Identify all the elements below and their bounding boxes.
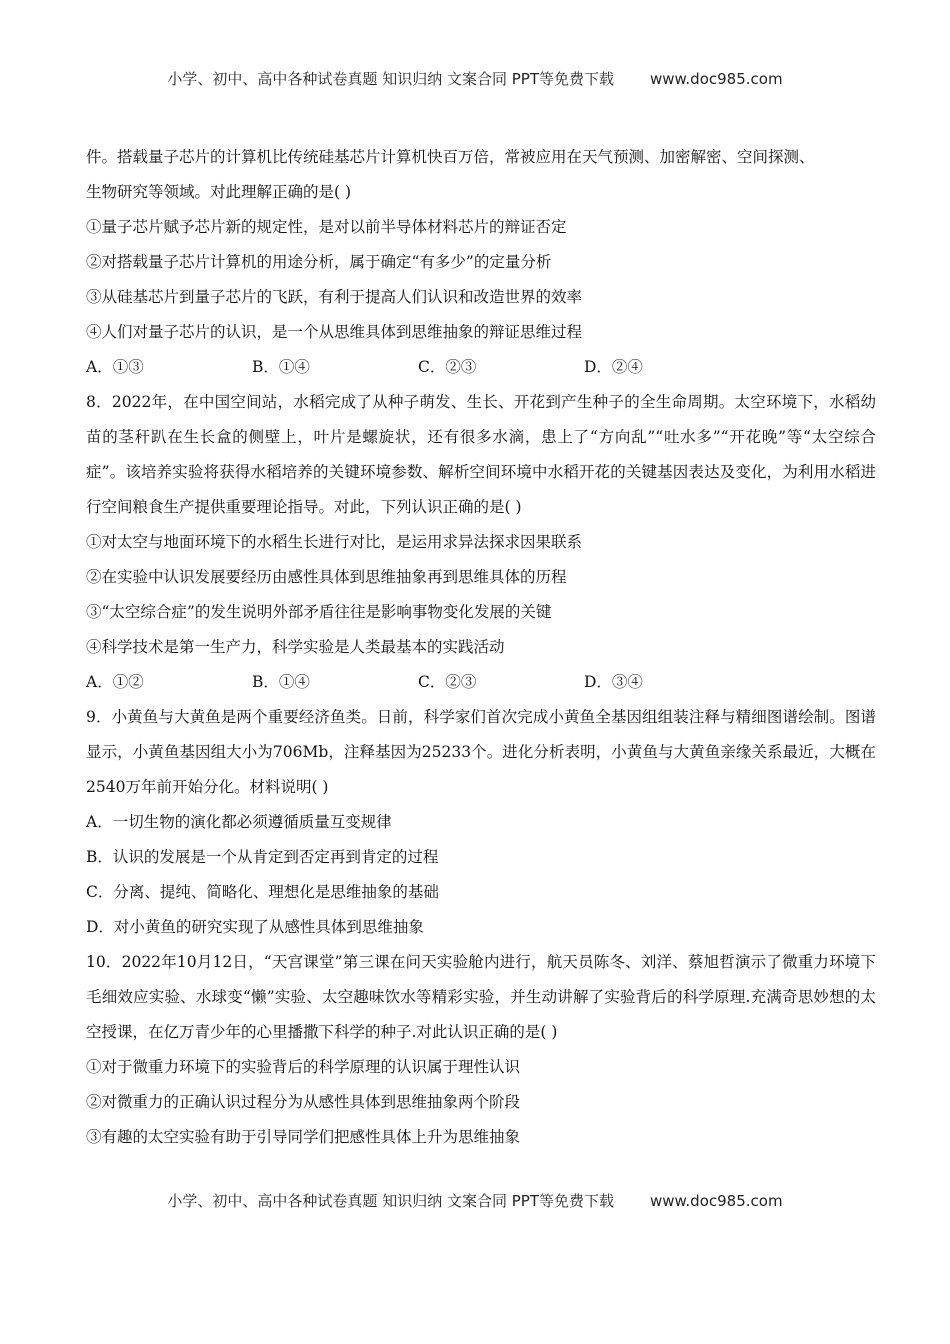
document-body — [86, 140, 876, 1155]
q9-stem: 9．小黄鱼与大黄鱼是两个重要经济鱼类。日前，科学家们首次完成小黄鱼全基因组组装注释与精细图谱绘制。图谱显示，小黄鱼基因组大小为706Mb，注释基因为25233个。进化分析表明，小黄鱼与大黄鱼亲缘关系最近，大概在2540万年前开始分化。材料说明( ) — [86, 708, 876, 796]
q9-choice-b: B．认识的发展是一个从肯定到否定再到肯定的过程 — [86, 848, 439, 866]
header-text: 小学、初中、高中各种试卷真题 知识归纳 文案合同 PPT等免费下载 — [167, 70, 614, 88]
q8-options — [86, 665, 876, 700]
q7-option-d: D．②④ — [584, 358, 643, 376]
q10-item-1: ①对于微重力环境下的实验背后的科学原理的认识属于理性认识 — [86, 1058, 521, 1076]
header-site-link[interactable]: www.doc985.com — [649, 70, 783, 88]
q8-item-3: ③“太空综合症”的发生说明外部矛盾往往是影响事物变化发展的关键 — [86, 603, 552, 621]
q7-option-c: C．②③ — [418, 358, 477, 376]
footer-site-link[interactable]: www.doc985.com — [649, 1192, 783, 1210]
q7-stem-line-2: 生物研究等领域。对此理解正确的是( ) — [86, 183, 352, 201]
q8-option-d: D．③④ — [584, 673, 643, 691]
q10-item-2: ②对微重力的正确认识过程分为从感性具体到思维抽象两个阶段 — [86, 1093, 521, 1111]
q8-option-b: B．①④ — [252, 673, 310, 691]
q7-stem-line-1: 件。搭载量子芯片的计算机比传统硅基芯片计算机快百万倍，常被应用在天气预测、加密解密、空间探测、 — [86, 148, 815, 166]
q9-choice-c: C．分离、提纯、简略化、理想化是思维抽象的基础 — [86, 883, 439, 901]
q7-option-a: A．①③ — [86, 358, 144, 376]
q8-option-a: A．①② — [86, 673, 144, 691]
page-footer — [0, 1190, 950, 1211]
q10-item-3: ③有趣的太空实验有助于引导同学们把感性具体上升为思维抽象 — [86, 1128, 521, 1146]
q7-item-3: ③从硅基芯片到量子芯片的飞跃，有利于提高人们认识和改造世界的效率 — [86, 288, 583, 306]
q7-item-1: ①量子芯片赋予芯片新的规定性，是对以前半导体材料芯片的辩证否定 — [86, 218, 567, 236]
q8-item-1: ①对太空与地面环境下的水稻生长进行对比，是运用求异法探求因果联系 — [86, 533, 583, 551]
q7-option-b: B．①④ — [252, 358, 310, 376]
q10-stem: 10．2022年10月12日，“天宫课堂”第三课在问天实验舱内进行，航天员陈冬、刘洋、蔡旭哲演示了微重力环境下毛细效应实验、水球变“懒”实验、太空趣味饮水等精彩实验，并生动讲解了实验背后的科学原理.充满奇思妙想的太空授课，在亿万青少年的心里播撒下科学的种子.对此认识正确的是( ) — [86, 953, 876, 1041]
q7-options — [86, 350, 876, 385]
q7-item-4: ④人们对量子芯片的认识，是一个从思维具体到思维抽象的辩证思维过程 — [86, 323, 583, 341]
q8-stem: 8．2022年，在中国空间站，水稻完成了从种子萌发、生长、开花到产生种子的全生命周期。太空环境下，水稻幼苗的茎秆趴在生长盒的侧壁上，叶片是螺旋状，还有很多水滴，患上了“方向乱”“吐水多”“开花晚”等“太空综合症”。该培养实验将获得水稻培养的关键环境参数、解析空间环境中水稻开花的关键基因表达及变化，为利用水稻进行空间粮食生产提供重要理论指导。对此，下列认识正确的是( ) — [86, 393, 876, 516]
q9-choice-d: D．对小黄鱼的研究实现了从感性具体到思维抽象 — [86, 918, 424, 936]
q8-item-2: ②在实验中认识发展要经历由感性具体到思维抽象再到思维具体的历程 — [86, 568, 567, 586]
q8-item-4: ④科学技术是第一生产力，科学实验是人类最基本的实践活动 — [86, 638, 505, 656]
page-header — [0, 68, 950, 89]
footer-text: 小学、初中、高中各种试卷真题 知识归纳 文案合同 PPT等免费下载 — [167, 1192, 614, 1210]
q8-option-c: C．②③ — [418, 673, 477, 691]
q7-item-2: ②对搭载量子芯片计算机的用途分析，属于确定“有多少”的定量分析 — [86, 253, 552, 271]
q9-choice-a: A．一切生物的演化都必须遵循质量互变规律 — [86, 813, 392, 831]
